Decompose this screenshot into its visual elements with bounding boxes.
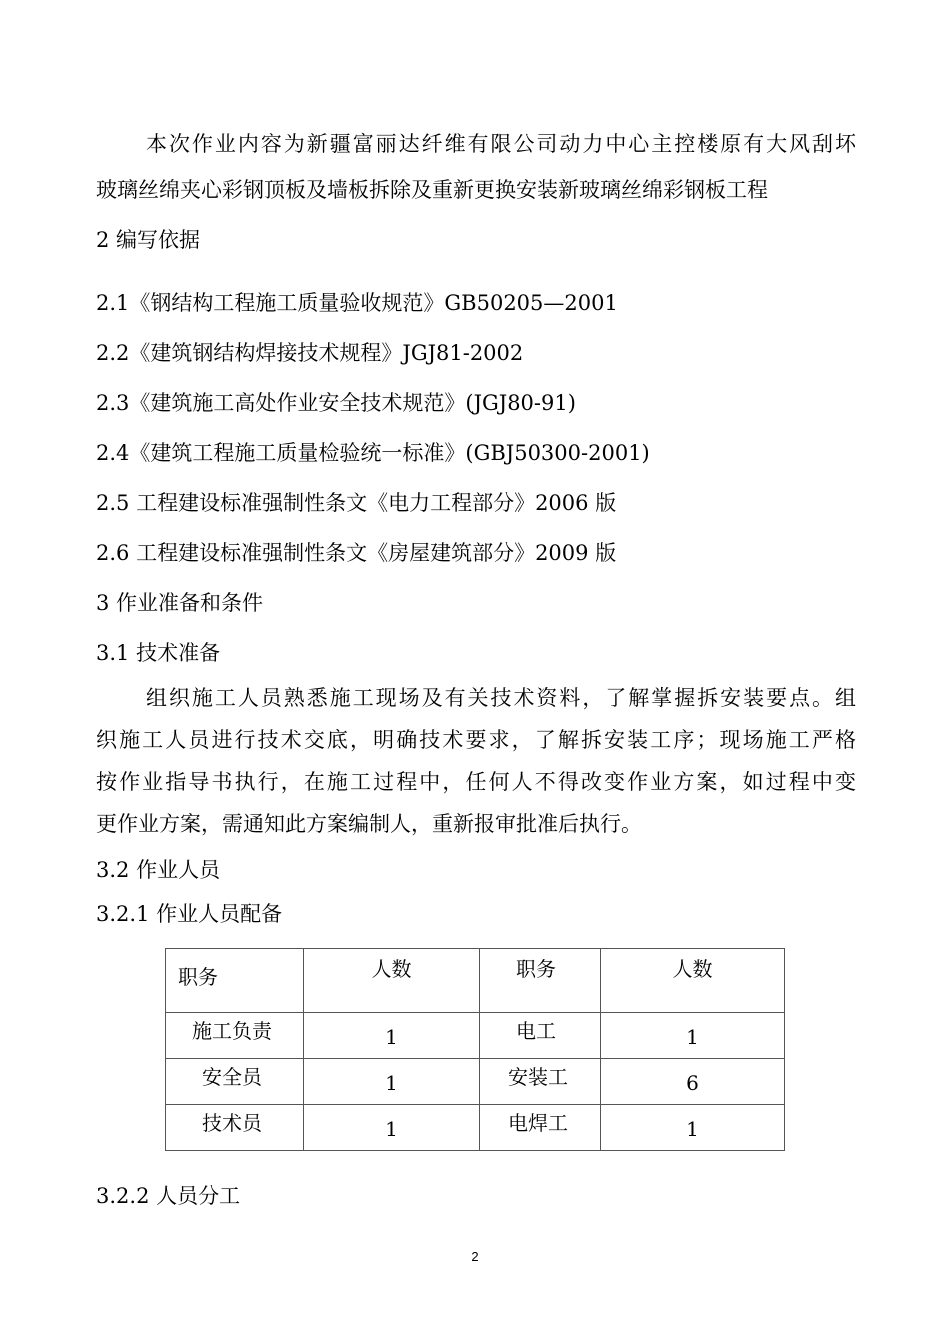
paragraph-line: 组织施工人员熟悉施工现场及有关技术资料，了解掌握拆安装要点。组 [146, 686, 856, 710]
section-2-heading: 2 编写依据 [96, 228, 201, 252]
table-cell: 1 [601, 1013, 785, 1059]
paragraph-line: 更作业方案，需通知此方案编制人，重新报审批准后执行。 [96, 812, 642, 836]
table-header-row [166, 949, 785, 1013]
table-cell: 6 [601, 1059, 785, 1105]
paragraph-line: 织施工人员进行技术交底，明确技术要求，了解拆安装工序；现场施工严格 [96, 728, 856, 752]
table-header-cell: 人数 [601, 949, 785, 1013]
table-row [166, 1013, 785, 1059]
reference-item: 2.6 工程建设标准强制性条文《房屋建筑部分》2009 版 [96, 541, 617, 565]
table-row [166, 1105, 785, 1151]
section-3-heading: 3 作业准备和条件 [96, 591, 264, 615]
section-3-2-1-heading: 3.2.1 作业人员配备 [96, 902, 283, 926]
page-number: 2 [471, 1249, 479, 1264]
staff-allocation-table [165, 948, 785, 1151]
section-3-1-heading: 3.1 技术准备 [96, 641, 221, 665]
section-3-2-heading: 3.2 作业人员 [96, 858, 221, 882]
table-cell: 电焊工 [480, 1105, 601, 1151]
paragraph-line: 按作业指导书执行，在施工过程中，任何人不得改变作业方案，如过程中变 [96, 770, 856, 794]
table-row [166, 1059, 785, 1105]
table-cell: 技术员 [166, 1105, 304, 1151]
table-cell: 施工负责 [166, 1013, 304, 1059]
table-cell: 1 [601, 1105, 785, 1151]
table-cell: 1 [304, 1013, 480, 1059]
reference-item: 2.1《钢结构工程施工质量验收规范》GB50205—2001 [96, 291, 618, 315]
reference-item: 2.5 工程建设标准强制性条文《电力工程部分》2006 版 [96, 491, 617, 515]
intro-line-1: 本次作业内容为新疆富丽达纤维有限公司动力中心主控楼原有大风刮坏 [146, 132, 856, 156]
table-cell: 安全员 [166, 1059, 304, 1105]
reference-item: 2.2《建筑钢结构焊接技术规程》JGJ81-2002 [96, 341, 524, 365]
table-cell: 安装工 [480, 1059, 601, 1105]
table-header-cell: 人数 [304, 949, 480, 1013]
table-cell: 1 [304, 1105, 480, 1151]
section-3-2-2-heading: 3.2.2 人员分工 [96, 1184, 241, 1208]
table-header-cell: 职务 [480, 949, 601, 1013]
reference-item: 2.4《建筑工程施工质量检验统一标准》(GBJ50300-2001) [96, 441, 650, 465]
reference-item: 2.3《建筑施工高处作业安全技术规范》(JGJ80-91) [96, 391, 576, 415]
intro-line-2: 玻璃丝绵夹心彩钢顶板及墙板拆除及重新更换安装新玻璃丝绵彩钢板工程 [96, 178, 768, 202]
table-cell: 1 [304, 1059, 480, 1105]
table-cell: 电工 [480, 1013, 601, 1059]
table-header-cell: 职务 [166, 949, 304, 1013]
